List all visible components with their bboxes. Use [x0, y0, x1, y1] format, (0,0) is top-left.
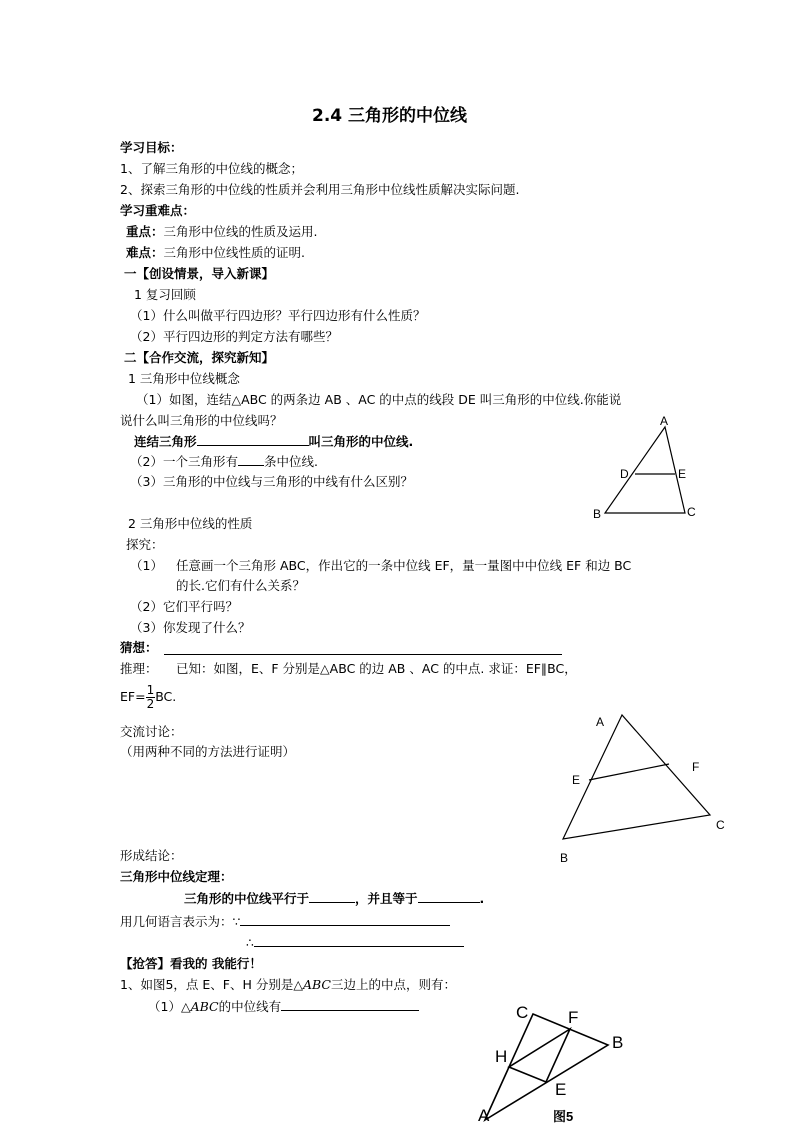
section1-q1: （1）什么叫做平行四边形？平行四边形有什么性质？ — [130, 308, 426, 323]
section2-q2-prefix: （2）一个三角形有 — [130, 454, 238, 469]
geometric-language-label: 用几何语言表示为： — [120, 914, 233, 929]
focus-line — [126, 224, 318, 240]
focus-text: 三角形中位线的性质及运用. — [163, 224, 318, 239]
ef-prefix: EF= — [120, 689, 146, 704]
triangle-abc-math: △ABC — [180, 999, 219, 1014]
fraction-denominator: 2 — [146, 697, 155, 711]
label-f: F — [568, 1008, 579, 1027]
explore-1-line2: 的长.它们有什么关系？ — [176, 578, 305, 593]
triangle-abc-shape — [605, 427, 685, 513]
conclusion-label: 形成结论： — [120, 848, 183, 863]
fraction-numerator: 1 — [146, 683, 155, 697]
section1-sub: 1 复习回顾 — [134, 287, 196, 302]
guess-label: 猜想： — [120, 640, 158, 655]
objective-item: 1、了解三角形的中位线的概念； — [120, 161, 303, 176]
label-c: C — [716, 818, 725, 832]
therefore-symbol: ∴ — [246, 935, 254, 950]
section2-sub1: 1 三角形中位线概念 — [128, 371, 240, 386]
objective-item: 2、探索三角形的中位线的性质并会利用三角形中位线性质解决实际问题. — [120, 182, 520, 197]
because-symbol: ∵ — [232, 914, 241, 929]
because-blank[interactable] — [240, 913, 450, 926]
theorem-part-c: . — [479, 891, 485, 906]
therefore-blank[interactable] — [254, 934, 464, 947]
ef-formula — [120, 682, 176, 712]
label-h: H — [495, 1047, 508, 1066]
section2-heading: 二【合作交流，探究新知】 — [124, 350, 275, 365]
theorem-heading: 三角形中位线定理： — [120, 869, 233, 884]
theorem-part-b: ，并且等于 — [355, 891, 418, 906]
label-b: B — [612, 1033, 624, 1052]
one-half-fraction — [146, 684, 156, 711]
figure-caption: 图5 — [553, 1109, 574, 1123]
section2-para1-line2: 说什么叫三角形的中位线吗？ — [120, 413, 283, 428]
guess-blank[interactable] — [164, 642, 562, 655]
section3-q1-prefix: 1、如图5，点 E、F、H 分别是 — [120, 977, 294, 992]
midlines-blank[interactable] — [281, 998, 419, 1011]
section2-sub2: 2 三角形中位线的性质 — [128, 516, 253, 531]
section3-q1a-prefix: （1） — [148, 999, 181, 1014]
difficulty-label: 难点： — [126, 245, 164, 260]
difficulty-line — [126, 245, 305, 261]
triangle-abc-math: △ABC — [293, 977, 331, 992]
definition-blank[interactable] — [197, 433, 309, 446]
explore-num-1: （1） — [130, 558, 163, 573]
section3-q1-suffix: 三边上的中点，则有： — [330, 977, 456, 992]
section2-q2 — [130, 453, 318, 470]
label-c: C — [516, 1003, 529, 1022]
theorem-blank-2[interactable] — [418, 890, 480, 903]
label-a: A — [478, 1106, 490, 1123]
section3-heading: 【抢答】看我的 我能行！ — [120, 956, 262, 971]
medial-triangle-fhe — [509, 1029, 570, 1082]
section2-q3: （3）三角形的中位线与三角形的中线有什么区别？ — [130, 474, 413, 489]
geometric-language-line — [120, 913, 450, 930]
section1-heading: 一【创设情景，导入新课】 — [124, 266, 275, 281]
discuss-note: （用两种不同的方法进行证明） — [120, 744, 296, 759]
label-b: B — [593, 507, 602, 521]
therefore-line — [246, 934, 464, 951]
reason-label: 推理： — [120, 661, 158, 676]
definition-prefix: 连结三角形 — [134, 434, 197, 449]
theorem-blank-1[interactable] — [309, 890, 355, 903]
label-a: A — [660, 414, 669, 428]
explore-1-line1: 任意画一个三角形 ABC，作出它的一条中位线 EF，量一量图中中位线 EF 和边 BC — [176, 558, 632, 573]
section2-para1-line1: （1）如图，连结△ABC 的两条边 AB 、AC 的中点的线段 DE 叫三角形的中位线.你能说 — [136, 392, 622, 407]
label-a: A — [596, 715, 605, 729]
midline-ef — [589, 764, 669, 780]
reason-text: 已知：如图，E、F 分别是△ABC 的边 AB 、AC 的中点. 求证：EF∥BC， — [176, 661, 577, 676]
label-e: E — [572, 773, 581, 787]
median-count-blank[interactable] — [238, 453, 264, 466]
definition-line — [134, 433, 413, 450]
theorem-statement — [184, 890, 484, 907]
section3-q1a-suffix: 的中位线有 — [218, 999, 282, 1014]
definition-suffix: 叫三角形的中位线. — [308, 434, 414, 449]
section3-q1 — [120, 977, 456, 993]
objectives-heading: 学习目标： — [120, 140, 183, 155]
ef-suffix: BC. — [155, 689, 177, 704]
label-f: F — [692, 760, 700, 774]
label-c: C — [687, 505, 696, 519]
label-d: D — [620, 467, 629, 481]
label-b: B — [560, 851, 569, 865]
explore-label: 探究： — [126, 537, 164, 552]
triangle-abc-shape — [563, 715, 710, 839]
page-title: 2.4 三角形的中位线 — [312, 106, 468, 126]
discuss-label: 交流讨论： — [120, 724, 183, 739]
explore-3: （3）你发现了什么？ — [130, 620, 251, 635]
section2-q2-suffix: 条中位线. — [263, 454, 318, 469]
theorem-part-a: 三角形的中位线平行于 — [184, 891, 310, 906]
difficulty-text: 三角形中位线性质的证明. — [163, 245, 305, 260]
section3-q1a — [148, 998, 419, 1015]
label-e: E — [555, 1080, 567, 1099]
explore-2: （2）它们平行吗？ — [130, 599, 238, 614]
focus-label: 重点： — [126, 224, 164, 239]
triangle-abc-shape — [485, 1014, 608, 1120]
section1-q2: （2）平行四边形的判定方法有哪些？ — [130, 329, 338, 344]
key-points-heading: 学习重难点： — [120, 203, 196, 218]
label-e: E — [678, 467, 687, 481]
